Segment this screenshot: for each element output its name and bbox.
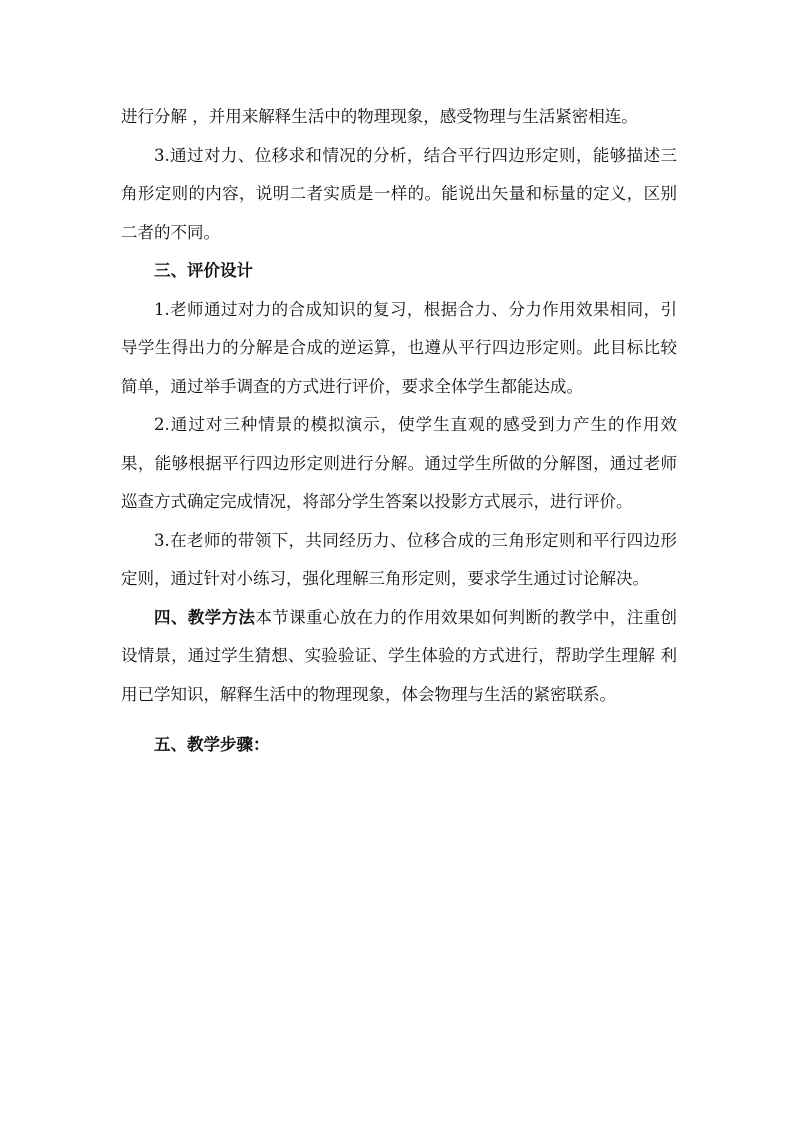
- paragraph-evaluation-1: 1.老师通过对力的合成知识的复习，根据合力、分力作用效果相同，引导学生得出力的分解是合成的逆运算，也遵从平行四边形定则。此目标比较简单，通过举手调查的方式进行评价，要求全体学生都能达成。: [121, 299, 677, 396]
- paragraph-evaluation-2: 2.通过对三种情景的模拟演示，使学生直观的感受到力产生的作用效果，能够根据平行四边形定则进行分解。通过学生所做的分解图，通过老师巡查方式确定完成情况，将部分学生答案以投影方式展示，进行评价。: [121, 415, 677, 511]
- section-heading-teaching-method: 四、教学方法: [154, 607, 256, 627]
- section-heading-evaluation-design: 三、评价设计: [154, 261, 253, 280]
- document-body: [121, 98, 677, 765]
- paragraph-evaluation-3: 3.在老师的带领下，共同经历力、位移合成的三角形定则和平行四边形定则，通过针对小练习，强化理解三角形定则，要求学生通过讨论解决。: [121, 530, 677, 588]
- paragraph-teaching-method: [121, 599, 677, 715]
- teaching-method-text: 本节课重心放在力的作用效果如何判断的教学中，注重创设情景，通过学生猜想、实验验证、学生体验的方式进行，帮助学生理解 利用已学知识，解释生活中的物理现象，体会物理与生活的紧密联系。: [121, 607, 678, 704]
- paragraph-continuation: 进行分解 ，并用来解释生活中的物理现象，感受物理与生活紧密相连。: [121, 107, 638, 126]
- section-heading-teaching-steps: 五、教学步骤：: [154, 735, 270, 754]
- paragraph-objective-3: 3.通过对力、位移求和情况的分析，结合平行四边形定则，能够描述三角形定则的内容，说明二者实质是一样的。能说出矢量和标量的定义，区别二者的不同。: [121, 145, 677, 242]
